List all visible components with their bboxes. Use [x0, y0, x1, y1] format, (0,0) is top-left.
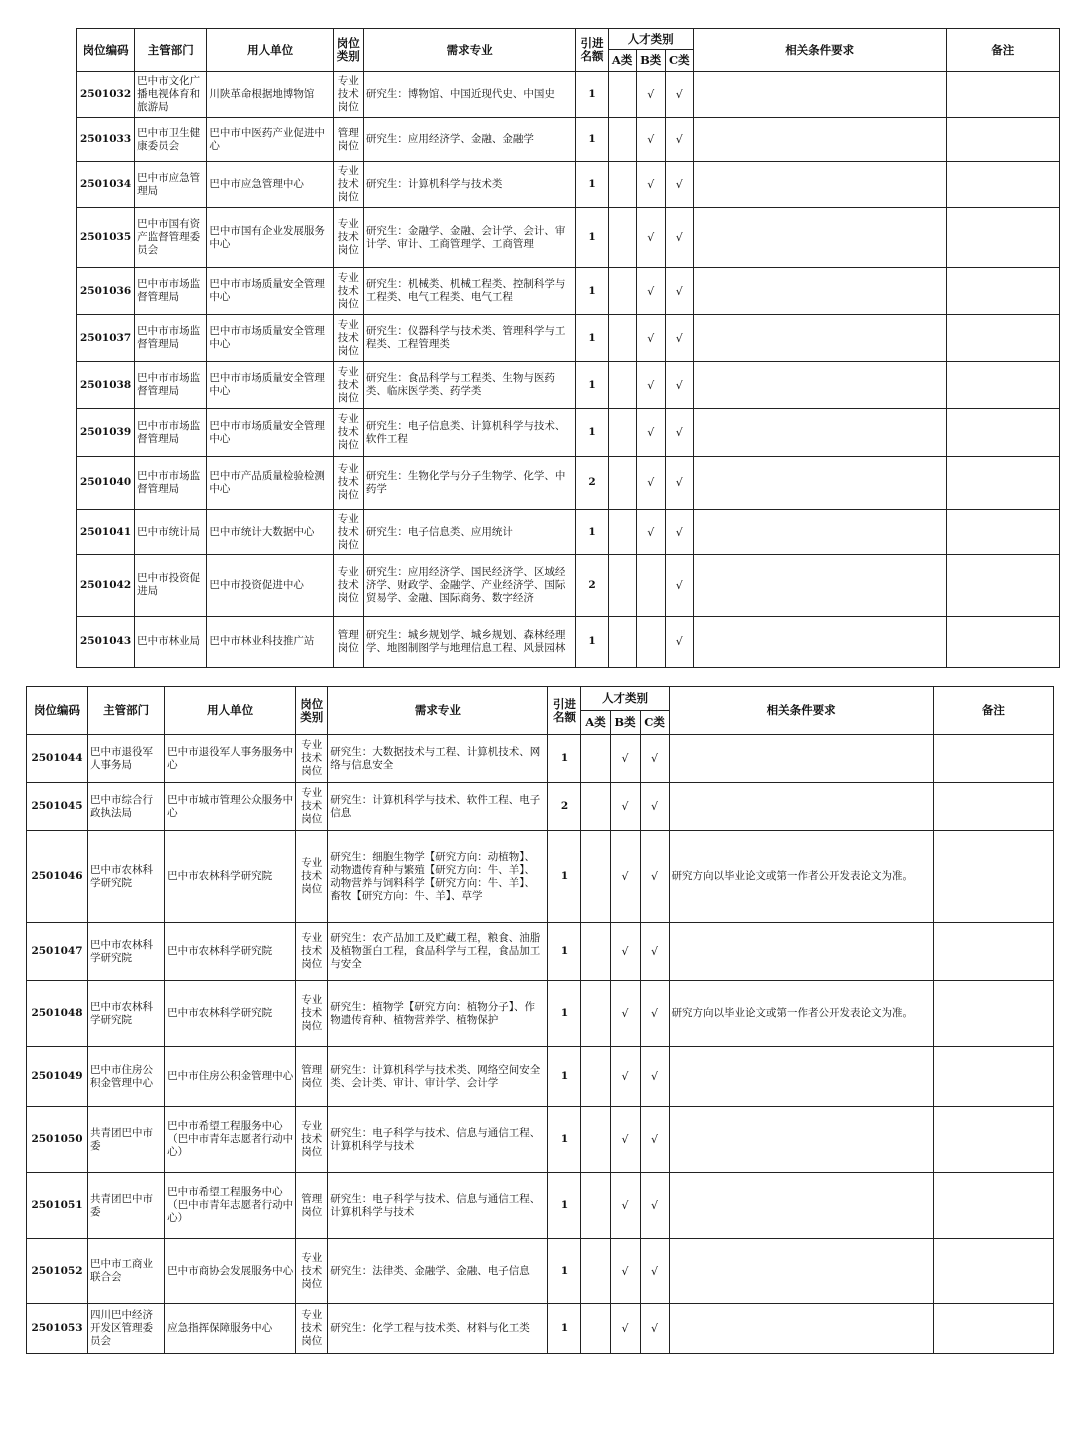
talent-c-check: √ [665, 267, 693, 314]
conditions-cell [669, 1173, 933, 1239]
talent-b-check: √ [610, 1239, 640, 1304]
unit-cell: 巴中市市场质量安全管理中心 [207, 267, 333, 314]
talent-c-check: √ [665, 456, 693, 509]
remarks-cell [946, 456, 1059, 509]
table-row [27, 783, 1054, 831]
category-cell: 专业技术岗位 [296, 1304, 328, 1354]
unit-cell: 巴中市农林科学研究院 [165, 981, 296, 1047]
unit-cell: 巴中市住房公积金管理中心 [165, 1047, 296, 1107]
job-code: 2501033 [77, 118, 135, 162]
job-code: 2501045 [27, 783, 88, 831]
dept-cell: 巴中市市场监督管理局 [135, 409, 207, 456]
major-cell: 研究生：电子科学与技术、信息与通信工程、计算机科学与技术 [328, 1173, 548, 1239]
unit-cell: 川陕革命根据地博物馆 [207, 72, 333, 118]
talent-c-check: √ [640, 981, 669, 1047]
quota-cell: 1 [576, 509, 608, 554]
job-code: 2501049 [27, 1047, 88, 1107]
job-code: 2501040 [77, 456, 135, 509]
unit-cell: 巴中市林业科技推广站 [207, 616, 333, 667]
talent-a-check [608, 208, 636, 267]
unit-cell: 巴中市市场质量安全管理中心 [207, 315, 333, 362]
remarks-cell [946, 208, 1059, 267]
dept-cell: 巴中市卫生健康委员会 [135, 118, 207, 162]
remarks-cell [946, 616, 1059, 667]
talent-c-check: √ [640, 923, 669, 981]
quota-cell: 1 [548, 735, 581, 783]
category-cell: 专业技术岗位 [333, 162, 363, 208]
talent-a-check [608, 509, 636, 554]
header-conditions: 相关条件要求 [669, 687, 933, 735]
talent-a-check [581, 1173, 610, 1239]
remarks-cell [946, 509, 1059, 554]
talent-a-check [581, 1239, 610, 1304]
talent-b-check: √ [610, 735, 640, 783]
category-cell: 专业技术岗位 [333, 362, 363, 409]
header-b: B类 [610, 711, 640, 735]
job-code: 2501050 [27, 1107, 88, 1173]
dept-cell: 巴中市林业局 [135, 616, 207, 667]
header-dept: 主管部门 [88, 687, 165, 735]
unit-cell: 巴中市统计大数据中心 [207, 509, 333, 554]
dept-cell: 共青团巴中市委 [88, 1107, 165, 1173]
category-cell: 专业技术岗位 [333, 509, 363, 554]
major-cell: 研究生：生物化学与分子生物学、化学、中药学 [363, 456, 576, 509]
dept-cell: 巴中市市场监督管理局 [135, 362, 207, 409]
conditions-cell [669, 1239, 933, 1304]
table-1-body [77, 72, 1060, 668]
category-cell: 专业技术岗位 [333, 267, 363, 314]
dept-cell: 巴中市市场监督管理局 [135, 315, 207, 362]
category-cell: 专业技术岗位 [296, 1107, 328, 1173]
dept-cell: 巴中市市场监督管理局 [135, 267, 207, 314]
talent-a-check [608, 456, 636, 509]
dept-cell: 巴中市市场监督管理局 [135, 456, 207, 509]
category-cell: 专业技术岗位 [296, 981, 328, 1047]
dept-cell: 巴中市工商业联合会 [88, 1239, 165, 1304]
job-code: 2501032 [77, 72, 135, 118]
table-row [77, 509, 1060, 554]
table-row [27, 1047, 1054, 1107]
talent-b-check: √ [610, 981, 640, 1047]
unit-cell: 巴中市投资促进中心 [207, 555, 333, 617]
conditions-cell [693, 162, 946, 208]
conditions-cell: 研究方向以毕业论文或第一作者公开发表论文为准。 [669, 831, 933, 923]
major-cell: 研究生：机械类、机械工程类、控制科学与工程类、电气工程类、电气工程 [363, 267, 576, 314]
header-unit: 用人单位 [207, 29, 333, 72]
talent-c-check: √ [665, 162, 693, 208]
category-cell: 专业技术岗位 [296, 923, 328, 981]
quota-cell: 1 [548, 981, 581, 1047]
category-cell: 管理岗位 [296, 1173, 328, 1239]
talent-c-check: √ [640, 831, 669, 923]
remarks-cell [933, 831, 1053, 923]
category-cell: 专业技术岗位 [333, 208, 363, 267]
remarks-cell [946, 409, 1059, 456]
table-row [77, 409, 1060, 456]
table-row [27, 1239, 1054, 1304]
major-cell: 研究生：金融学、金融、会计学、会计、审计学、审计、工商管理学、工商管理 [363, 208, 576, 267]
unit-cell: 巴中市希望工程服务中心（巴中市青年志愿者行动中心） [165, 1107, 296, 1173]
talent-c-check: √ [665, 118, 693, 162]
job-code: 2501046 [27, 831, 88, 923]
remarks-cell [946, 118, 1059, 162]
table-row [27, 1304, 1054, 1354]
job-code: 2501037 [77, 315, 135, 362]
talent-b-check: √ [636, 208, 665, 267]
unit-cell: 巴中市农林科学研究院 [165, 923, 296, 981]
table-row [27, 1107, 1054, 1173]
unit-cell: 巴中市应急管理中心 [207, 162, 333, 208]
unit-cell: 巴中市产品质量检验检测中心 [207, 456, 333, 509]
talent-a-check [581, 981, 610, 1047]
category-cell: 专业技术岗位 [333, 555, 363, 617]
header-category: 岗位类别 [296, 687, 328, 735]
talent-c-check: √ [665, 362, 693, 409]
job-code: 2501036 [77, 267, 135, 314]
talent-b-check: √ [610, 783, 640, 831]
header-dept: 主管部门 [135, 29, 207, 72]
conditions-cell [693, 118, 946, 162]
conditions-cell [693, 409, 946, 456]
talent-a-check [608, 409, 636, 456]
remarks-cell [946, 315, 1059, 362]
talent-c-check: √ [665, 72, 693, 118]
talent-a-check [608, 362, 636, 409]
header-remarks: 备注 [946, 29, 1059, 72]
table-row [27, 923, 1054, 981]
major-cell: 研究生：应用经济学、金融、金融学 [363, 118, 576, 162]
header-quota: 引进名额 [576, 29, 608, 72]
table-row [27, 981, 1054, 1047]
conditions-cell [693, 456, 946, 509]
talent-c-check: √ [665, 315, 693, 362]
talent-a-check [581, 1047, 610, 1107]
job-code: 2501043 [77, 616, 135, 667]
talent-b-check: √ [636, 456, 665, 509]
table-row [27, 735, 1054, 783]
conditions-cell [693, 267, 946, 314]
quota-cell: 1 [548, 1047, 581, 1107]
category-cell: 专业技术岗位 [333, 315, 363, 362]
header-remarks: 备注 [933, 687, 1053, 735]
dept-cell: 共青团巴中市委 [88, 1173, 165, 1239]
major-cell: 研究生：应用经济学、国民经济学、区域经济学、财政学、金融学、产业经济学、国际贸易学、金融、国际商务、数字经济 [363, 555, 576, 617]
job-code: 2501047 [27, 923, 88, 981]
unit-cell: 巴中市市场质量安全管理中心 [207, 362, 333, 409]
quota-cell: 2 [576, 456, 608, 509]
conditions-cell [693, 72, 946, 118]
unit-cell: 巴中市市场质量安全管理中心 [207, 409, 333, 456]
table-row [77, 616, 1060, 667]
talent-b-check: √ [636, 162, 665, 208]
talent-c-check: √ [640, 1047, 669, 1107]
major-cell: 研究生：城乡规划学、城乡规划、森林经理学、地图制图学与地理信息工程、风景园林 [363, 616, 576, 667]
unit-cell: 巴中市农林科学研究院 [165, 831, 296, 923]
unit-cell: 巴中市退役军人事务服务中心 [165, 735, 296, 783]
conditions-cell [669, 735, 933, 783]
conditions-cell [693, 616, 946, 667]
major-cell: 研究生：细胞生物学【研究方向：动植物】、动物遗传育种与繁殖【研究方向：牛、羊】、动物营养与饲料科学【研究方向：牛、羊】、畜牧【研究方向：牛、羊】、草学 [328, 831, 548, 923]
job-code: 2501042 [77, 555, 135, 617]
table-2-body [27, 735, 1054, 1354]
talent-b-check: √ [636, 267, 665, 314]
major-cell: 研究生：农产品加工及贮藏工程，粮食、油脂及植物蛋白工程，食品科学与工程，食品加工与安全 [328, 923, 548, 981]
unit-cell: 巴中市希望工程服务中心（巴中市青年志愿者行动中心） [165, 1173, 296, 1239]
category-cell: 专业技术岗位 [296, 1239, 328, 1304]
quota-cell: 1 [576, 362, 608, 409]
header-b: B类 [636, 50, 665, 72]
talent-c-check: √ [665, 616, 693, 667]
dept-cell: 巴中市投资促进局 [135, 555, 207, 617]
major-cell: 研究生：计算机科学与技术类 [363, 162, 576, 208]
unit-cell: 应急指挥保障服务中心 [165, 1304, 296, 1354]
talent-b-check: √ [636, 509, 665, 554]
quota-cell: 1 [548, 1239, 581, 1304]
dept-cell: 四川巴中经济开发区管理委员会 [88, 1304, 165, 1354]
table-row [77, 267, 1060, 314]
header-c: C类 [640, 711, 669, 735]
remarks-cell [933, 1107, 1053, 1173]
unit-cell: 巴中市国有企业发展服务中心 [207, 208, 333, 267]
quota-cell: 1 [576, 208, 608, 267]
header-code: 岗位编码 [77, 29, 135, 72]
talent-a-check [581, 1107, 610, 1173]
dept-cell: 巴中市应急管理局 [135, 162, 207, 208]
job-code: 2501035 [77, 208, 135, 267]
major-cell: 研究生：法律类、金融学、金融、电子信息 [328, 1239, 548, 1304]
talent-a-check [581, 783, 610, 831]
dept-cell: 巴中市文化广播电视体育和旅游局 [135, 72, 207, 118]
conditions-cell [693, 315, 946, 362]
talent-b-check: √ [636, 72, 665, 118]
job-code: 2501038 [77, 362, 135, 409]
header-conditions: 相关条件要求 [693, 29, 946, 72]
remarks-cell [946, 267, 1059, 314]
table-row [77, 118, 1060, 162]
talent-c-check: √ [665, 509, 693, 554]
category-cell: 专业技术岗位 [296, 783, 328, 831]
major-cell: 研究生：博物馆、中国近现代史、中国史 [363, 72, 576, 118]
header-a: A类 [581, 711, 610, 735]
remarks-cell [933, 735, 1053, 783]
job-code: 2501051 [27, 1173, 88, 1239]
header-major: 需求专业 [363, 29, 576, 72]
talent-b-check: √ [636, 409, 665, 456]
job-code: 2501039 [77, 409, 135, 456]
major-cell: 研究生：计算机科学与技术、软件工程、电子信息 [328, 783, 548, 831]
category-cell: 专业技术岗位 [296, 831, 328, 923]
table-row [27, 831, 1054, 923]
job-code: 2501052 [27, 1239, 88, 1304]
talent-c-check: √ [665, 409, 693, 456]
conditions-cell [669, 1047, 933, 1107]
remarks-cell [933, 1173, 1053, 1239]
table-row [27, 1173, 1054, 1239]
talent-a-check [608, 118, 636, 162]
job-code: 2501034 [77, 162, 135, 208]
table-row [77, 456, 1060, 509]
talent-b-check: √ [610, 1047, 640, 1107]
quota-cell: 1 [576, 118, 608, 162]
quota-cell: 2 [548, 783, 581, 831]
table-row [77, 208, 1060, 267]
table-row [77, 555, 1060, 617]
remarks-cell [946, 72, 1059, 118]
talent-b-check: √ [636, 118, 665, 162]
quota-cell: 1 [576, 409, 608, 456]
talent-c-check: √ [640, 1239, 669, 1304]
header-c: C类 [665, 50, 693, 72]
conditions-cell [669, 783, 933, 831]
quota-cell: 1 [576, 267, 608, 314]
remarks-cell [946, 362, 1059, 409]
table-row [77, 72, 1060, 118]
header-quota: 引进名额 [548, 687, 581, 735]
dept-cell: 巴中市退役军人事务局 [88, 735, 165, 783]
major-cell: 研究生：电子科学与技术、信息与通信工程、计算机科学与技术 [328, 1107, 548, 1173]
category-cell: 专业技术岗位 [333, 456, 363, 509]
dept-cell: 巴中市农林科学研究院 [88, 831, 165, 923]
job-code: 2501044 [27, 735, 88, 783]
remarks-cell [933, 981, 1053, 1047]
talent-a-check [608, 315, 636, 362]
talent-c-check: √ [640, 783, 669, 831]
conditions-cell [693, 208, 946, 267]
header-unit: 用人单位 [165, 687, 296, 735]
conditions-cell [693, 555, 946, 617]
dept-cell: 巴中市农林科学研究院 [88, 923, 165, 981]
conditions-cell [669, 1107, 933, 1173]
dept-cell: 巴中市住房公积金管理中心 [88, 1047, 165, 1107]
category-cell: 专业技术岗位 [333, 409, 363, 456]
talent-a-check [581, 1304, 610, 1354]
talent-a-check [581, 831, 610, 923]
talent-b-check: √ [610, 831, 640, 923]
remarks-cell [933, 1304, 1053, 1354]
talent-a-check [581, 735, 610, 783]
job-code: 2501041 [77, 509, 135, 554]
talent-b-check [636, 555, 665, 617]
major-cell: 研究生：仪器科学与技术类、管理科学与工程类、工程管理类 [363, 315, 576, 362]
category-cell: 管理岗位 [333, 118, 363, 162]
remarks-cell [933, 783, 1053, 831]
major-cell: 研究生：大数据技术与工程、计算机技术、网络与信息安全 [328, 735, 548, 783]
quota-cell: 1 [548, 1304, 581, 1354]
category-cell: 管理岗位 [296, 1047, 328, 1107]
job-table-2 [26, 686, 1054, 1354]
dept-cell: 巴中市国有资产监督管理委员会 [135, 208, 207, 267]
quota-cell: 1 [576, 162, 608, 208]
quota-cell: 1 [548, 1107, 581, 1173]
talent-a-check [608, 555, 636, 617]
talent-c-check: √ [640, 1107, 669, 1173]
conditions-cell [669, 1304, 933, 1354]
dept-cell: 巴中市统计局 [135, 509, 207, 554]
header-code: 岗位编码 [27, 687, 88, 735]
talent-b-check: √ [636, 315, 665, 362]
conditions-cell [669, 923, 933, 981]
quota-cell: 1 [576, 315, 608, 362]
table-row [77, 162, 1060, 208]
talent-b-check: √ [636, 362, 665, 409]
conditions-cell: 研究方向以毕业论文或第一作者公开发表论文为准。 [669, 981, 933, 1047]
remarks-cell [933, 1239, 1053, 1304]
header-a: A类 [608, 50, 636, 72]
dept-cell: 巴中市综合行政执法局 [88, 783, 165, 831]
unit-cell: 巴中市中医药产业促进中心 [207, 118, 333, 162]
major-cell: 研究生：化学工程与技术类、材料与化工类 [328, 1304, 548, 1354]
talent-c-check: √ [665, 555, 693, 617]
conditions-cell [693, 509, 946, 554]
category-cell: 管理岗位 [333, 616, 363, 667]
quota-cell: 1 [548, 831, 581, 923]
talent-a-check [608, 162, 636, 208]
talent-c-check: √ [640, 1304, 669, 1354]
header-talent: 人才类别 [581, 687, 669, 711]
talent-c-check: √ [640, 1173, 669, 1239]
major-cell: 研究生：植物学【研究方向：植物分子】、作物遗传育种、植物营养学、植物保护 [328, 981, 548, 1047]
major-cell: 研究生：电子信息类、计算机科学与技术、软件工程 [363, 409, 576, 456]
talent-b-check: √ [610, 923, 640, 981]
header-talent: 人才类别 [608, 29, 693, 50]
major-cell: 研究生：计算机科学与技术类、网络空间安全类、会计类、审计、审计学、会计学 [328, 1047, 548, 1107]
header-major: 需求专业 [328, 687, 548, 735]
job-code: 2501053 [27, 1304, 88, 1354]
dept-cell: 巴中市农林科学研究院 [88, 981, 165, 1047]
talent-a-check [608, 267, 636, 314]
category-cell: 专业技术岗位 [296, 735, 328, 783]
talent-c-check: √ [665, 208, 693, 267]
talent-a-check [581, 923, 610, 981]
remarks-cell [946, 162, 1059, 208]
table-row [77, 362, 1060, 409]
quota-cell: 1 [576, 616, 608, 667]
job-table-1 [76, 28, 1060, 668]
talent-a-check [608, 616, 636, 667]
quota-cell: 1 [548, 923, 581, 981]
category-cell: 专业技术岗位 [333, 72, 363, 118]
remarks-cell [946, 555, 1059, 617]
unit-cell: 巴中市商协会发展服务中心 [165, 1239, 296, 1304]
quota-cell: 2 [576, 555, 608, 617]
table-row [77, 315, 1060, 362]
talent-a-check [608, 72, 636, 118]
quota-cell: 1 [548, 1173, 581, 1239]
talent-b-check: √ [610, 1107, 640, 1173]
talent-b-check: √ [610, 1173, 640, 1239]
talent-b-check: √ [610, 1304, 640, 1354]
talent-b-check [636, 616, 665, 667]
major-cell: 研究生：电子信息类、应用统计 [363, 509, 576, 554]
header-category: 岗位类别 [333, 29, 363, 72]
major-cell: 研究生：食品科学与工程类、生物与医药类、临床医学类、药学类 [363, 362, 576, 409]
talent-c-check: √ [640, 735, 669, 783]
job-code: 2501048 [27, 981, 88, 1047]
conditions-cell [693, 362, 946, 409]
quota-cell: 1 [576, 72, 608, 118]
remarks-cell [933, 1047, 1053, 1107]
unit-cell: 巴中市城市管理公众服务中心 [165, 783, 296, 831]
remarks-cell [933, 923, 1053, 981]
